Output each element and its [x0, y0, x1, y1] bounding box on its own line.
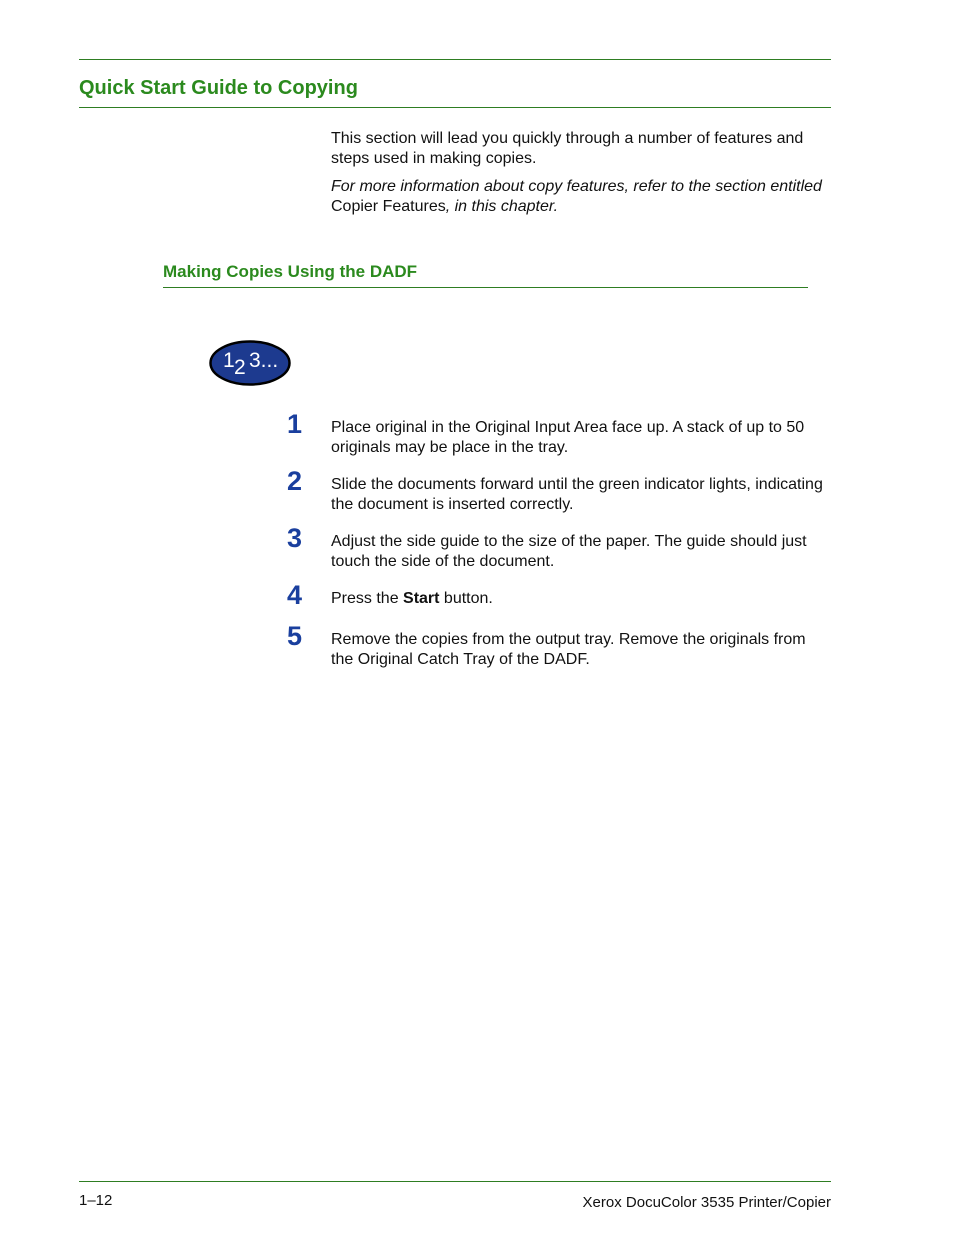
reference-note [331, 177, 831, 217]
start-button-label: Start [403, 590, 440, 607]
reference-note-suffix: , in this chapter. [445, 198, 559, 215]
header-divider [79, 59, 831, 60]
intro-paragraph: This section will lead you quickly through a number of features and steps used in making copies. [331, 130, 804, 167]
step-text [331, 589, 831, 609]
numbered-steps-icon [209, 339, 291, 387]
step-number: 4 [287, 580, 303, 610]
reference-note-link-text: Copier Features [331, 198, 446, 215]
section-title: Quick Start Guide to Copying [79, 77, 358, 99]
step-text-after: button. [439, 590, 493, 607]
step-text-before: Press the [331, 590, 404, 607]
steps-icon-digit-2: 2 [234, 356, 246, 379]
footer-divider [79, 1181, 831, 1182]
step-number: 5 [287, 621, 303, 651]
step-number: 1 [287, 409, 303, 439]
steps-icon-digit-3: 3... [249, 349, 279, 372]
subsection-title: Making Copies Using the DADF [163, 262, 418, 281]
subsection-title-underline [163, 287, 808, 288]
page-number: 1–12 [79, 1192, 113, 1209]
step-text: Slide the documents forward until the green indicator lights, indicating the document is inserted correctly. [331, 476, 823, 513]
step-text: Place original in the Original Input Area face up. A stack of up to 50 originals may be place in the tray. [331, 419, 805, 456]
step-number: 3 [287, 523, 303, 553]
steps-icon-digit-1: 1 [223, 349, 235, 372]
step-text: Remove the copies from the output tray. Remove the originals from the Original Catch Tray of the DADF. [331, 631, 806, 668]
footer-product-name: Xerox DocuColor 3535 Printer/Copier [582, 1194, 831, 1211]
step-number: 2 [287, 466, 303, 496]
section-title-underline [79, 107, 831, 108]
reference-note-prefix: For more information about copy features, refer to the section entitled [331, 178, 822, 195]
step-text: Adjust the side guide to the size of the paper. The guide should just touch the side of the document. [331, 533, 807, 570]
